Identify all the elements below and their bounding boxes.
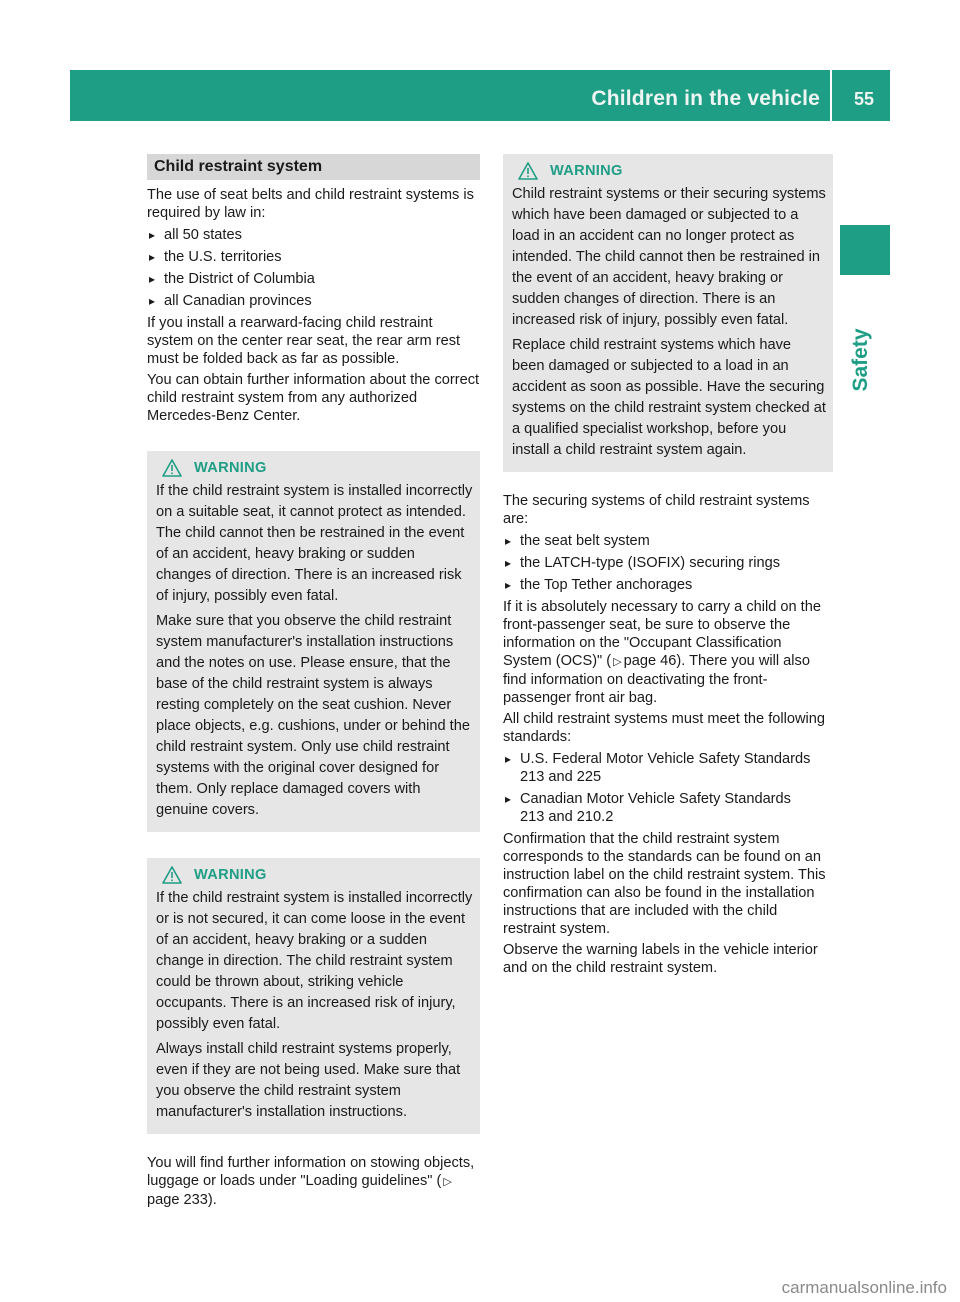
page-ref-arrow-icon: ▷ bbox=[443, 1176, 452, 1188]
securing-intro: The securing systems of child restraint systems are: bbox=[503, 493, 810, 527]
warning-text: If the child restraint system is installed incorrectly on a suitable seat, it cannot protect as intended. The child cannot then be restrained in the event of an accident, heavy braking or sudden changes of direction. There is an increased risk of injury, possibly even fatal. bbox=[156, 483, 473, 604]
warning-labels-note: Observe the warning labels in the vehicle interior and on the child restraint system. bbox=[503, 942, 818, 976]
warning-text: If the child restraint system is installed incorrectly or is not secured, it can come loose in the event of an accident, heavy braking or a sudden change in direction. The child restraint system could be thrown about, striking vehicle occupants. There is an increased risk of injury, possibly even fatal. bbox=[156, 890, 473, 1032]
warning-box bbox=[147, 858, 480, 1134]
stowing-note: You will find further information on stowing objects, luggage or loads under "Loading guidelines" ( ▷page 233). bbox=[147, 1155, 475, 1208]
list-item: ▸ the U.S. territories bbox=[147, 248, 480, 266]
warning-text: Replace child restraint systems which have been damaged or subjected to a load in an accident as soon as possible. Have the securing systems on the child restraint system checked at a qualified specialist workshop, before you install a child restraint system again. bbox=[512, 337, 826, 458]
warning-triangle-icon bbox=[518, 162, 538, 180]
list-item: ▸ the LATCH-type (ISOFIX) securing rings bbox=[503, 554, 833, 572]
header-divider bbox=[830, 70, 832, 121]
warning-header bbox=[156, 457, 474, 479]
header-bar bbox=[70, 70, 890, 121]
standards-intro: All child restraint systems must meet the following standards: bbox=[503, 711, 825, 745]
warning-header bbox=[512, 160, 827, 182]
warning-box bbox=[147, 451, 480, 832]
list-item: ▸ the District of Columbia bbox=[147, 270, 480, 288]
dealer-note: You can obtain further information about the correct child restraint system from any authorized Mercedes-Benz Center. bbox=[147, 372, 480, 424]
page-reference-link[interactable]: page 46 bbox=[623, 653, 677, 669]
list-item: ▸ all 50 states bbox=[147, 226, 480, 244]
list-item: ▸ the Top Tether anchorages bbox=[503, 576, 833, 594]
confirmation-note: Confirmation that the child restraint system corresponds to the standards can be found on an instruction label on the child restraint system. This confirmation can also be found in the installation instructions that are included with the child restraint system. bbox=[503, 831, 826, 937]
section-tab-marker bbox=[840, 225, 890, 275]
warning-title: WARNING bbox=[550, 163, 623, 179]
securing-systems-list bbox=[503, 532, 833, 594]
warning-text: Child restraint systems or their securing systems which have been damaged or subjected to a load in an accident can no longer protect as intended. The child cannot then be restrained in the event of an accident, heavy braking or sudden changes of direction. There is an increased risk of injury, possibly even fatal. bbox=[512, 186, 826, 328]
front-seat-note: If it is absolutely necessary to carry a child on the front-passenger seat, be sure to observe the information on the "Occupant Classification System (OCS)" ( ▷ page 46). There you will also find information on deactivating the front-passenger front air bag. bbox=[503, 599, 821, 706]
warning-header bbox=[156, 864, 474, 886]
section-tab-label: Safety bbox=[849, 328, 872, 392]
armrest-note: If you install a rearward-facing child restraint system on the center rear seat, the rear arm rest must be folded back as far as possible. bbox=[147, 315, 461, 367]
list-item: ▸ all Canadian provinces bbox=[147, 292, 480, 310]
warning-triangle-icon bbox=[162, 459, 182, 477]
list-item: ▸ U.S. Federal Motor Vehicle Safety Standards 213 and 225 bbox=[503, 750, 833, 786]
intro-text: The use of seat belts and child restraint systems is required by law in: bbox=[147, 187, 474, 221]
warning-title: WARNING bbox=[194, 460, 267, 476]
warning-text: Make sure that you observe the child restraint system manufacturer's installation instructions and the notes on use. Please ensure, that the base of the child restraint system is always resting completely on the seat cushion. Never place objects, e.g. cushions, under or behind the child restraint system. Only use child restraint systems with the original cover designed for them. Only replace damaged covers with genuine covers. bbox=[156, 613, 470, 818]
jurisdiction-list bbox=[147, 226, 480, 310]
page-number: 55 bbox=[853, 89, 874, 109]
section-title: Child restraint system bbox=[147, 154, 480, 180]
page-reference-link[interactable]: page 233 bbox=[147, 1192, 208, 1208]
warning-title: WARNING bbox=[194, 867, 267, 883]
chapter-title: Children in the vehicle bbox=[591, 87, 820, 110]
warning-text: Always install child restraint systems properly, even if they are not being used. Make sure that you observe the child restraint system manufacturer's installation instructions. bbox=[156, 1041, 461, 1120]
watermark: carmanualsonline.info bbox=[781, 1278, 947, 1297]
list-item: ▸ the seat belt system bbox=[503, 532, 833, 550]
list-item: ▸ Canadian Motor Vehicle Safety Standards 213 and 210.2 bbox=[503, 790, 833, 826]
left-column bbox=[147, 154, 480, 1212]
warning-triangle-icon bbox=[162, 866, 182, 884]
warning-box bbox=[503, 154, 833, 472]
right-column bbox=[503, 154, 833, 980]
page-ref-arrow-icon: ▷ bbox=[613, 656, 622, 668]
standards-list bbox=[503, 750, 833, 826]
